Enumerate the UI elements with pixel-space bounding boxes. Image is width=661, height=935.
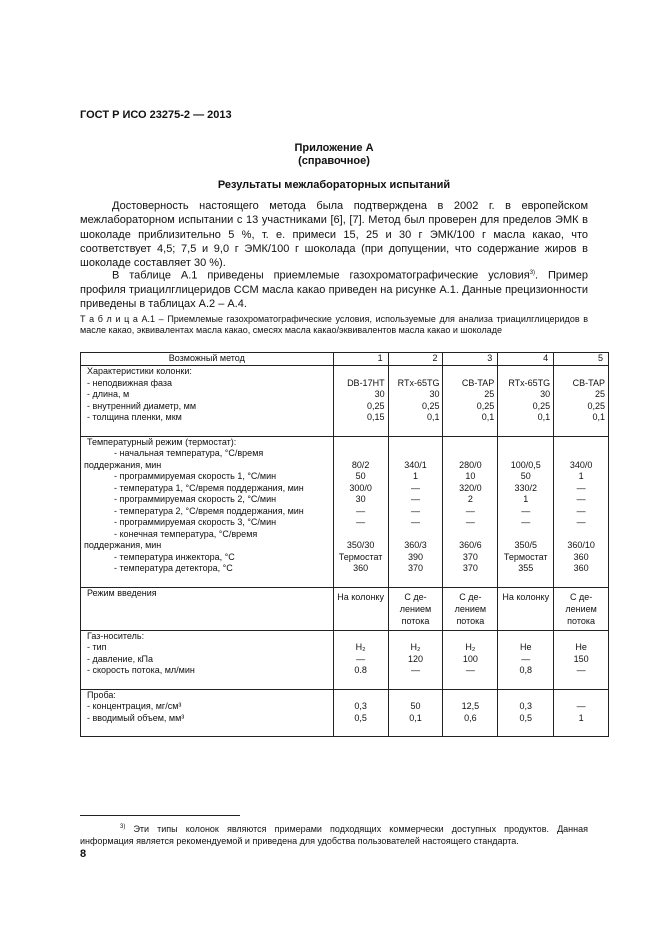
cell-value: 370 bbox=[462, 551, 478, 562]
cell-value bbox=[446, 690, 494, 702]
cell-value: Термостат bbox=[503, 551, 548, 562]
cell-value: На колонку bbox=[337, 591, 384, 602]
row-label: Режим введения bbox=[87, 587, 157, 598]
cell-value bbox=[446, 437, 494, 449]
cell-value: 30 bbox=[355, 494, 366, 504]
row-label: - вводимый объем, мм³ bbox=[87, 712, 185, 723]
method-2-values bbox=[388, 366, 443, 437]
cell-value bbox=[557, 690, 605, 702]
cell-value bbox=[337, 437, 385, 449]
cell-value bbox=[557, 366, 605, 378]
method-2-values bbox=[388, 587, 443, 630]
table-section-row bbox=[81, 630, 609, 689]
cell-value: 10 bbox=[465, 471, 476, 481]
document-header: ГОСТ Р ИСО 23275-2 — 2013 bbox=[80, 109, 232, 121]
cell-value: — bbox=[356, 505, 366, 516]
cell-value: 0,25 bbox=[367, 400, 385, 411]
table-caption-label: Т а б л и ц а А.1 bbox=[80, 314, 156, 324]
section-labels bbox=[81, 587, 334, 630]
cell-value: — bbox=[576, 505, 586, 516]
header-col-5: 5 bbox=[554, 353, 609, 366]
gc-conditions-table bbox=[80, 352, 609, 737]
cell-value: 0,1 bbox=[426, 412, 440, 422]
cell-value: 300/0 bbox=[349, 482, 372, 493]
cell-value: 340/1 bbox=[404, 459, 427, 470]
row-label: Температурный режим (термостат): bbox=[87, 436, 237, 447]
method-3-values bbox=[443, 587, 498, 630]
cell-value: RTx-65TG bbox=[397, 377, 440, 388]
cell-value bbox=[392, 366, 440, 378]
cell-value: 390 bbox=[408, 551, 424, 562]
cell-value: 0,25 bbox=[587, 400, 605, 411]
cell-value: — bbox=[576, 494, 586, 504]
row-label: - начальная температура, °С/время bbox=[114, 448, 264, 458]
header-col-1: 1 bbox=[333, 353, 388, 366]
cell-value bbox=[501, 448, 550, 460]
cell-value: 280/0 bbox=[459, 459, 482, 470]
cell-value bbox=[501, 366, 550, 378]
cell-value: — bbox=[465, 517, 475, 527]
cell-value: CB-TAP bbox=[461, 377, 495, 388]
cell-value: С де-лением потока bbox=[399, 591, 432, 626]
cell-value bbox=[557, 631, 605, 643]
table-header-row bbox=[81, 353, 609, 366]
appendix-subtitle: (справочное) bbox=[298, 155, 370, 167]
cell-value: — bbox=[521, 653, 531, 664]
cell-value: 330/2 bbox=[514, 482, 537, 493]
row-label: поддержания, мин bbox=[84, 540, 162, 550]
cell-value: 100 bbox=[462, 653, 478, 664]
cell-value: На колонку bbox=[502, 591, 550, 602]
row-label: - конечная температура, °С/время bbox=[114, 528, 258, 539]
cell-value: 0,15 bbox=[367, 412, 385, 422]
cell-value: He bbox=[575, 642, 587, 652]
row-label: - программируемая скорость 2, °С/мин bbox=[114, 494, 277, 504]
cell-value: 25 bbox=[484, 389, 495, 399]
row-label: - давление, кПа bbox=[87, 653, 154, 664]
section-labels bbox=[81, 366, 334, 437]
cell-value: 360/10 bbox=[567, 540, 595, 550]
header-col-3: 3 bbox=[443, 353, 498, 366]
cell-value bbox=[501, 631, 550, 643]
method-2-values bbox=[388, 436, 443, 587]
cell-value: DB-17HT bbox=[347, 377, 385, 388]
method-5-values bbox=[554, 689, 609, 737]
cell-value: 25 bbox=[594, 389, 605, 399]
cell-value: He bbox=[519, 642, 532, 652]
cell-value: — bbox=[411, 517, 421, 527]
cell-value bbox=[446, 366, 494, 378]
cell-value: С де-лением потока bbox=[454, 591, 487, 626]
row-label: - температура 2, °С/время поддержания, мин bbox=[114, 505, 304, 516]
table-caption-text: – Приемлемые газохроматографические условия, используемые для анализа триацилглицеридов в масле какао, эквивалентах масла какао, смесях масла какао/эквивалентов масла какао и шоколаде bbox=[80, 314, 589, 335]
row-label: - температура 1, °С/время поддержания, мин bbox=[114, 482, 304, 493]
cell-value bbox=[446, 529, 494, 541]
cell-value bbox=[501, 437, 550, 449]
row-label: - тип bbox=[87, 642, 107, 652]
cell-value: 360/6 bbox=[459, 540, 482, 550]
method-5-values bbox=[554, 587, 609, 630]
header-method: Возможный метод bbox=[81, 353, 334, 366]
cell-value: 100/0,5 bbox=[510, 459, 541, 470]
method-4-values bbox=[498, 689, 554, 737]
header-col-2: 2 bbox=[388, 353, 443, 366]
row-label: - толщина пленки, мкм bbox=[87, 412, 182, 422]
cell-value bbox=[557, 448, 605, 460]
cell-value: — bbox=[411, 505, 421, 516]
method-1-values bbox=[333, 630, 388, 689]
table-section-row bbox=[81, 587, 609, 630]
cell-value: 0,1 bbox=[409, 712, 422, 723]
cell-value bbox=[337, 529, 385, 541]
cell-value: 0,3 bbox=[354, 701, 367, 711]
cell-value: — bbox=[356, 653, 366, 664]
table-section-row bbox=[81, 689, 609, 737]
cell-value: — bbox=[411, 482, 421, 493]
paragraph-table-reference: В таблице А.1 приведены приемлемые газохроматографические условия$^{3)}$. Пример профиля триацилглицеридов ССМ масла какао приведен на рисунке А.1. Данные прецизионности приведены в таблицах А.2 – А.4. bbox=[80, 269, 588, 311]
cell-value: 80/2 bbox=[351, 459, 370, 470]
cell-value: 50 bbox=[410, 701, 421, 711]
cell-value: 0,3 bbox=[519, 701, 532, 711]
cell-value bbox=[392, 690, 440, 702]
cell-value bbox=[557, 529, 605, 541]
cell-value bbox=[392, 437, 440, 449]
cell-value: 360 bbox=[573, 551, 589, 562]
cell-value: 0,25 bbox=[421, 400, 440, 411]
method-1-values bbox=[333, 587, 388, 630]
cell-value bbox=[446, 448, 494, 460]
cell-value: 120 bbox=[408, 653, 424, 664]
row-label: - программируемая скорость 3, °С/мин bbox=[114, 517, 277, 527]
cell-value bbox=[557, 437, 605, 449]
cell-value: RTx-65TG bbox=[508, 377, 551, 388]
section-labels bbox=[81, 689, 334, 737]
method-1-values bbox=[333, 689, 388, 737]
cell-value: 30 bbox=[540, 389, 551, 399]
cell-value: 0,1 bbox=[537, 412, 551, 422]
cell-value: Термостат bbox=[338, 551, 383, 562]
row-label: - температура детектора, °С bbox=[114, 563, 233, 573]
method-4-values bbox=[498, 436, 554, 587]
header-col-4: 4 bbox=[498, 353, 554, 366]
cell-value: 1 bbox=[523, 494, 529, 504]
row-label: - длина, м bbox=[87, 389, 130, 399]
cell-value bbox=[337, 631, 385, 643]
footnote-text: Эти типы колонок являются примерами подходящих коммерчески доступных продуктов. Данная информация является рекомендуемой и приведена для удобства пользователей настоящего стандарта. bbox=[80, 824, 588, 846]
cell-value: 1 bbox=[578, 712, 584, 723]
cell-value: 370 bbox=[462, 563, 478, 573]
row-label: Газ-носитель: bbox=[87, 630, 145, 641]
cell-value: 0,25 bbox=[476, 400, 495, 411]
method-3-values bbox=[443, 366, 498, 437]
cell-value: 0,1 bbox=[592, 412, 605, 422]
cell-value bbox=[392, 529, 440, 541]
cell-value: — bbox=[576, 665, 586, 675]
cell-value: 360/3 bbox=[404, 540, 427, 550]
method-4-values bbox=[498, 587, 554, 630]
method-4-values bbox=[498, 366, 554, 437]
row-label: - скорость потока, мл/мин bbox=[87, 665, 195, 675]
cell-value: 350/5 bbox=[514, 540, 537, 550]
cell-value: 30 bbox=[429, 389, 440, 399]
paragraph-reliability: Достоверность настоящего метода была подтверждена в 2002 г. в европейском межлабораторном испытании с 13 участниками [6], [7]. Метод был проверен для пределов ЭМК в шоколаде приблизительно 5 %, т. е. примеси 15, 25 и 30 г ЭМК/100 г масла какао, что соответствует 4,5; 7,5 и 9,0 г ЭМК/100 г шоколада (при допущении, что содержание жиров в шоколаде составляет 30 %). bbox=[80, 200, 588, 270]
cell-value: 12,5 bbox=[461, 701, 480, 711]
cell-value: 355 bbox=[518, 563, 534, 573]
cell-value: — bbox=[356, 517, 366, 527]
cell-value: 50 bbox=[520, 471, 531, 481]
cell-value: H₂ bbox=[355, 642, 366, 652]
cell-value: — bbox=[411, 494, 421, 504]
method-1-values bbox=[333, 436, 388, 587]
cell-value: 370 bbox=[408, 563, 424, 573]
section-heading: Результаты межлабораторных испытаний bbox=[217, 179, 451, 191]
cell-value: 30 bbox=[374, 389, 385, 399]
section-labels bbox=[81, 630, 334, 689]
cell-value: — bbox=[521, 505, 531, 516]
table-section-row bbox=[81, 436, 609, 587]
method-5-values bbox=[554, 630, 609, 689]
table-caption bbox=[80, 314, 588, 336]
row-label: - программируемая скорость 1, °С/мин bbox=[114, 471, 277, 481]
cell-value: 150 bbox=[573, 653, 589, 664]
cell-value: 0,8 bbox=[519, 665, 532, 675]
cell-value bbox=[392, 631, 440, 643]
row-label: - концентрация, мг/см³ bbox=[87, 701, 182, 711]
table-body bbox=[81, 366, 609, 737]
row-label: - температура инжектора, °С bbox=[114, 551, 235, 562]
cell-value: — bbox=[411, 665, 421, 675]
cell-value: 0,5 bbox=[354, 712, 367, 723]
appendix-title: Приложение А bbox=[294, 142, 374, 154]
cell-value: H₂ bbox=[410, 642, 421, 652]
method-3-values bbox=[443, 436, 498, 587]
page-number: 8 bbox=[80, 848, 87, 860]
cell-value: 0,6 bbox=[464, 712, 477, 723]
footnote-ref: 3) bbox=[529, 270, 536, 276]
footnote-marker: 3) bbox=[120, 824, 126, 830]
method-5-values bbox=[554, 436, 609, 587]
cell-value: 1 bbox=[413, 471, 419, 481]
cell-value: 0,1 bbox=[481, 412, 495, 422]
cell-value: H₂ bbox=[465, 642, 476, 652]
cell-value bbox=[337, 448, 385, 460]
cell-value: 0.8 bbox=[354, 665, 367, 675]
cell-value: — bbox=[521, 517, 531, 527]
cell-value: 320/0 bbox=[459, 482, 482, 493]
cell-value: — bbox=[576, 482, 586, 493]
cell-value: 0,25 bbox=[532, 400, 551, 411]
footnote bbox=[80, 822, 588, 847]
method-2-values bbox=[388, 689, 443, 737]
cell-value: 360 bbox=[353, 563, 369, 573]
method-4-values bbox=[498, 630, 554, 689]
cell-value: 0,5 bbox=[519, 712, 532, 723]
method-2-values bbox=[388, 630, 443, 689]
cell-value: — bbox=[576, 517, 586, 527]
cell-value: CB-TAP bbox=[572, 377, 605, 388]
cell-value bbox=[337, 690, 385, 702]
cell-value bbox=[501, 690, 550, 702]
method-1-values bbox=[333, 366, 388, 437]
cell-value: 340/0 bbox=[569, 459, 593, 470]
method-3-values bbox=[443, 630, 498, 689]
row-label: Проба: bbox=[87, 689, 116, 700]
cell-value bbox=[501, 529, 550, 541]
row-label: поддержания, мин bbox=[84, 459, 162, 470]
row-label: - неподвижная фаза bbox=[87, 377, 173, 388]
row-label: - внутренний диаметр, мм bbox=[87, 400, 197, 411]
table-section-row bbox=[81, 366, 609, 437]
cell-value: — bbox=[465, 505, 475, 516]
cell-value: 2 bbox=[467, 494, 473, 504]
cell-value: 350/30 bbox=[346, 540, 375, 550]
cell-value: 1 bbox=[578, 471, 584, 481]
cell-value bbox=[392, 448, 440, 460]
cell-value: С де-лением потока bbox=[565, 591, 597, 626]
cell-value bbox=[446, 631, 494, 643]
cell-value: 50 bbox=[355, 471, 366, 481]
cell-value bbox=[337, 366, 385, 378]
footnote-separator bbox=[80, 815, 240, 816]
method-3-values bbox=[443, 689, 498, 737]
method-5-values bbox=[554, 366, 609, 437]
cell-value: — bbox=[465, 665, 475, 675]
cell-value: 360 bbox=[573, 563, 589, 573]
section-labels bbox=[81, 436, 334, 587]
row-label: Характеристики колонки: bbox=[87, 366, 192, 376]
cell-value: — bbox=[576, 701, 586, 711]
